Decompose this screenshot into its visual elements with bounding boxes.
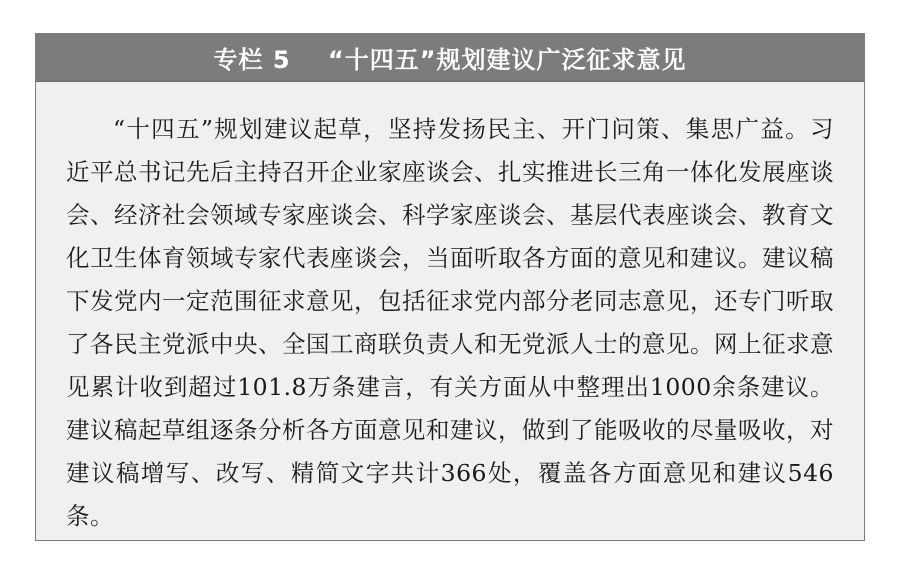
callout-box-body — [36, 82, 864, 558]
callout-box — [35, 33, 865, 541]
callout-box-header — [36, 34, 864, 82]
callout-box-title: 专栏 5 “十四五”规划建议广泛征求意见 — [213, 46, 687, 74]
callout-box-paragraph: “十四五”规划建议起草，坚持发扬民主、开门问策、集思广益。习近平总书记先后主持召开企业家座谈会、扎实推进长三角一体化发展座谈会、经济社会领域专家座谈会、科学家座谈会、基层代表座谈会、教育文化卫生体育领域专家代表座谈会，当面听取各方面的意见和建议。建议稿下发党内一定范围征求意见，包括征求党内部分老同志意见，还专门听取了各民主党派中央、全国工商联负责人和无党派人士的意见。网上征求意见累计收到超过101.8万条建言，有关方面从中整理出1000余条建议。建议稿起草组逐条分析各方面意见和建议，做到了能吸收的尽量吸收，对建议稿增写、改写、精简文字共计366处，覆盖各方面意见和建议546条。 — [66, 115, 834, 530]
